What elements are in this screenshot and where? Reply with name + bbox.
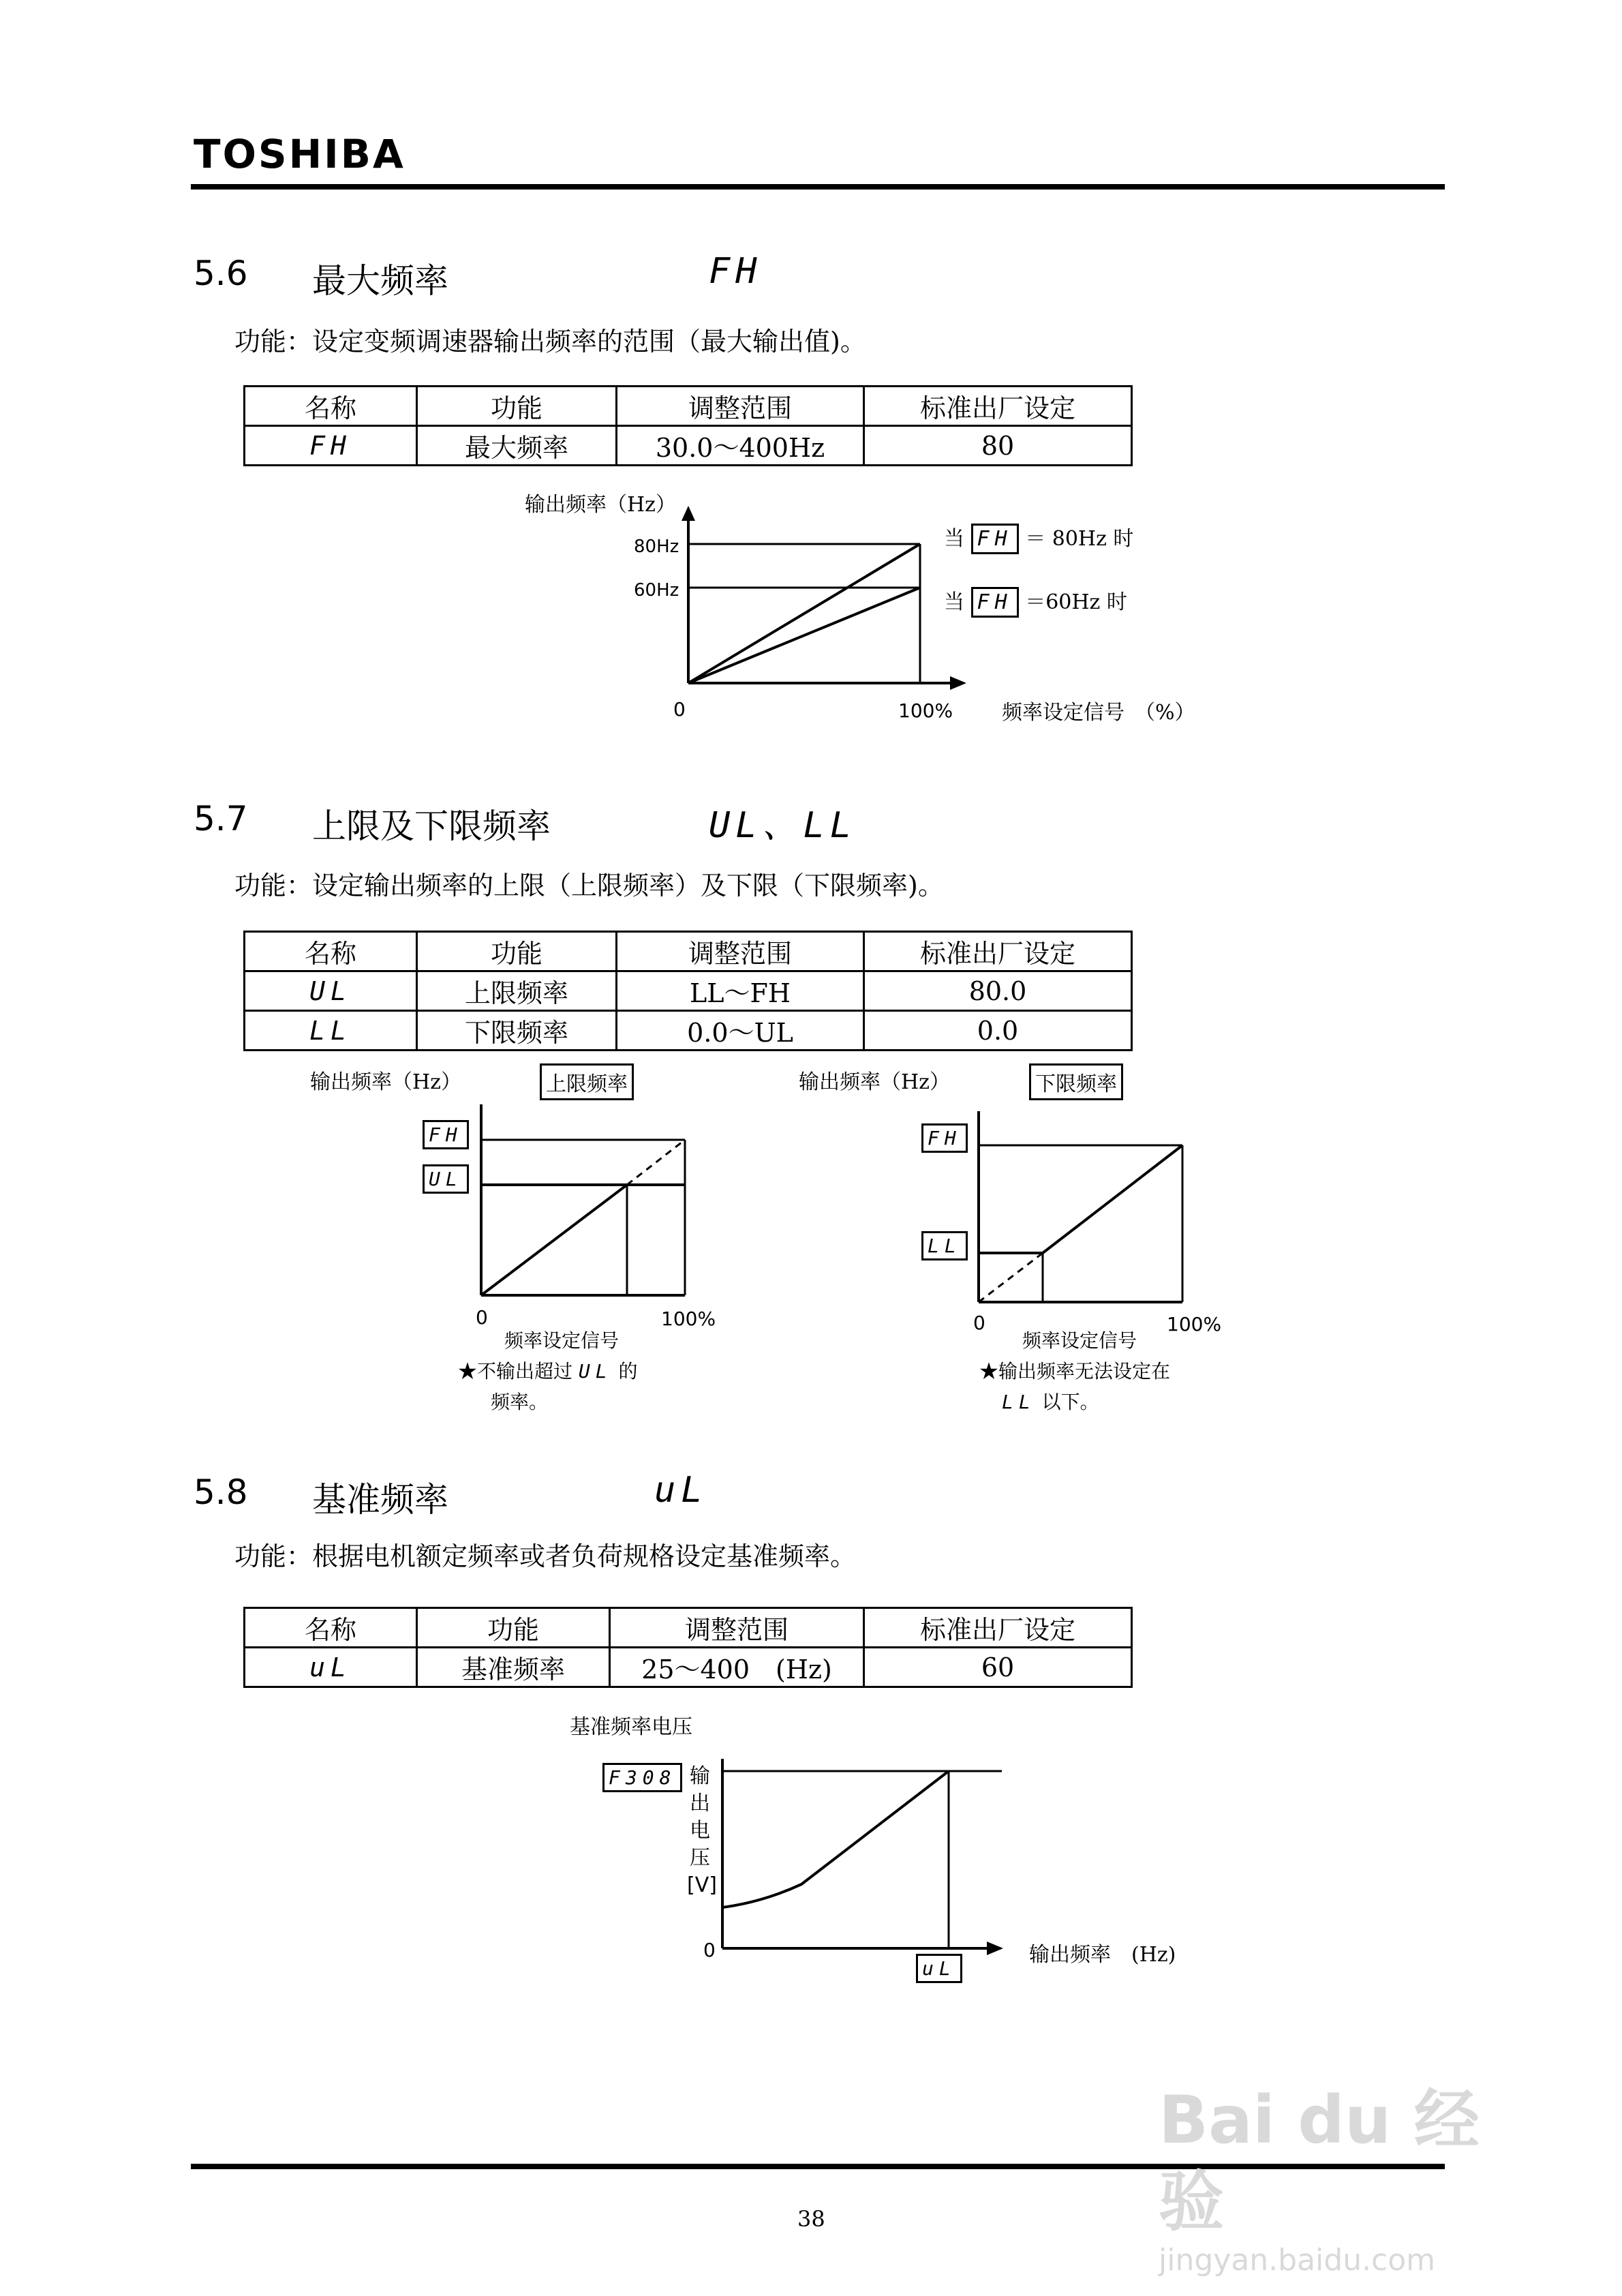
y-label-char: 电 xyxy=(690,1819,710,1843)
table-header-row xyxy=(245,1608,1132,1648)
curve-60hz xyxy=(688,588,920,683)
parameter-table xyxy=(243,1607,1133,1688)
section-number: 5.7 xyxy=(194,799,248,839)
x-axis-arrow xyxy=(987,1942,1003,1955)
y-axis-arrow xyxy=(682,506,695,521)
note-text: 的 xyxy=(618,1360,638,1383)
table-header: 名称 xyxy=(245,932,417,971)
note-prefix: 当 xyxy=(944,527,964,551)
table-row xyxy=(245,1011,1132,1051)
y-tick-f308: F308 xyxy=(602,1763,682,1792)
section-description: 功能：根据电机额定频率或者负荷规格设定基准频率。 xyxy=(234,1541,857,1571)
table-cell: 下限频率 xyxy=(417,1011,617,1051)
origin-label: 0 xyxy=(673,698,686,721)
note-code: FH xyxy=(971,524,1019,554)
y-tick-fh: FH xyxy=(423,1120,469,1149)
chart-y-unit: [V] xyxy=(687,1873,717,1897)
y-tick-fh: FH xyxy=(921,1123,968,1153)
table-cell: 0.0 xyxy=(864,1011,1132,1051)
table-row xyxy=(245,971,1132,1011)
table-cell: 25～400 (Hz) xyxy=(610,1648,864,1687)
base-frequency-chart xyxy=(668,1732,1050,1963)
note-text: ★不输出超过 xyxy=(458,1360,573,1383)
chart-note-80hz xyxy=(944,522,1133,552)
suppressed-curve xyxy=(627,1140,685,1185)
section-number: 5.8 xyxy=(194,1472,248,1512)
chart-x-label: 频率设定信号 xyxy=(1022,1329,1137,1352)
parameter-table xyxy=(243,931,1133,1051)
note-suffix: ＝ 80Hz 时 xyxy=(1025,527,1134,551)
table-cell: 60 xyxy=(864,1648,1132,1687)
section-number: 5.6 xyxy=(194,254,248,293)
y-tick-80hz: 80Hz xyxy=(634,537,679,557)
chart-tag: 下限频率 xyxy=(1029,1063,1123,1100)
y-label-char: 输 xyxy=(690,1764,710,1788)
chart-y-label: 输出频率（Hz） xyxy=(310,1070,461,1094)
y-tick-ul: UL xyxy=(423,1164,469,1194)
x-tick-100: 100% xyxy=(1167,1313,1222,1335)
chart-y-label: 输出频率（Hz） xyxy=(525,493,676,517)
section-code: UL、LL xyxy=(709,805,857,846)
x-tick-ul: uL xyxy=(916,1954,962,1983)
table-cell: 最大频率 xyxy=(417,426,617,466)
table-cell: 0.0～UL xyxy=(617,1011,864,1051)
chart-x-label: 输出频率 (Hz) xyxy=(1029,1943,1176,1967)
table-header: 调整范围 xyxy=(610,1608,864,1648)
chart-note xyxy=(1002,1387,1099,1415)
output-curve xyxy=(481,1185,627,1295)
section-title: 上限及下限频率 xyxy=(312,806,551,846)
max-frequency-chart xyxy=(613,504,995,729)
table-header: 标准出厂设定 xyxy=(864,1608,1132,1648)
table-cell-code: uL xyxy=(245,1648,417,1687)
x-tick-100: 100% xyxy=(898,699,953,722)
watermark-brand: Bai du 经验 xyxy=(1159,2082,1480,2240)
chart-tag: 上限频率 xyxy=(540,1063,634,1100)
header-rule xyxy=(191,184,1445,190)
section-description: 功能：设定变频调速器输出频率的范围（最大输出值)。 xyxy=(234,327,866,357)
chart-note-60hz xyxy=(944,585,1127,615)
note-suffix: ＝60Hz 时 xyxy=(1025,590,1127,614)
section-title: 基准频率 xyxy=(312,1480,448,1520)
table-cell-code: UL xyxy=(245,971,417,1011)
section-code: uL xyxy=(654,1470,708,1511)
table-cell: 基准频率 xyxy=(417,1648,610,1687)
origin-label: 0 xyxy=(973,1312,985,1334)
chart-note: ★输出频率无法设定在 xyxy=(979,1360,1171,1383)
table-cell: 80.0 xyxy=(864,971,1132,1011)
page-number: 38 xyxy=(797,2206,825,2232)
table-cell: 30.0～400Hz xyxy=(617,426,864,466)
chart-x-label: 频率设定信号 （%） xyxy=(1002,701,1195,725)
table-header: 标准出厂设定 xyxy=(864,387,1132,426)
suppressed-curve xyxy=(979,1253,1043,1302)
note-prefix: 当 xyxy=(944,590,964,614)
table-cell: 上限频率 xyxy=(417,971,617,1011)
note-code: FH xyxy=(971,587,1019,618)
table-cell-code: FH xyxy=(245,426,417,466)
table-header: 调整范围 xyxy=(617,932,864,971)
table-header: 功能 xyxy=(417,1608,610,1648)
table-header-row xyxy=(245,387,1132,426)
y-tick-ll: LL xyxy=(921,1231,968,1260)
note-code: LL xyxy=(1002,1391,1036,1413)
section-title: 最大频率 xyxy=(312,261,448,301)
section-description: 功能：设定输出频率的上限（上限频率）及下限（下限频率)。 xyxy=(234,871,944,901)
x-axis-arrow xyxy=(950,676,966,690)
chart-note: 频率。 xyxy=(491,1391,549,1413)
table-cell-code: LL xyxy=(245,1011,417,1051)
note-text: 以下。 xyxy=(1041,1391,1099,1413)
parameter-table xyxy=(243,385,1133,466)
table-cell: 80 xyxy=(864,426,1132,466)
table-row xyxy=(245,1648,1132,1687)
output-curve xyxy=(1043,1145,1182,1253)
y-label-char: 出 xyxy=(690,1792,710,1815)
table-header: 名称 xyxy=(245,387,417,426)
chart-x-label: 频率设定信号 xyxy=(504,1329,619,1352)
table-header-row xyxy=(245,932,1132,971)
chart-title: 基准频率电压 xyxy=(570,1715,692,1739)
y-label-char: 压 xyxy=(690,1846,710,1870)
chart-y-label xyxy=(690,1763,710,1872)
watermark xyxy=(1159,2079,1499,2277)
watermark-url: jingyan.baidu.com xyxy=(1159,2243,1436,2278)
table-header: 功能 xyxy=(417,387,617,426)
chart-note xyxy=(458,1357,638,1384)
chart-y-label: 输出频率（Hz） xyxy=(799,1070,950,1094)
table-header: 标准出厂设定 xyxy=(864,932,1132,971)
vf-curve xyxy=(722,1771,949,1907)
table-cell: LL～FH xyxy=(617,971,864,1011)
table-row xyxy=(245,426,1132,466)
table-header: 功能 xyxy=(417,932,617,971)
x-tick-100: 100% xyxy=(661,1308,716,1329)
table-header: 名称 xyxy=(245,1608,417,1648)
curve-80hz xyxy=(688,544,920,683)
origin-label: 0 xyxy=(476,1306,488,1329)
origin-label: 0 xyxy=(703,1939,716,1961)
section-code: FH xyxy=(709,251,763,292)
y-tick-60hz: 60Hz xyxy=(634,580,679,601)
brand-logo: TOSHIBA xyxy=(194,131,406,177)
note-code: UL xyxy=(578,1360,613,1383)
table-header: 调整范围 xyxy=(617,387,864,426)
